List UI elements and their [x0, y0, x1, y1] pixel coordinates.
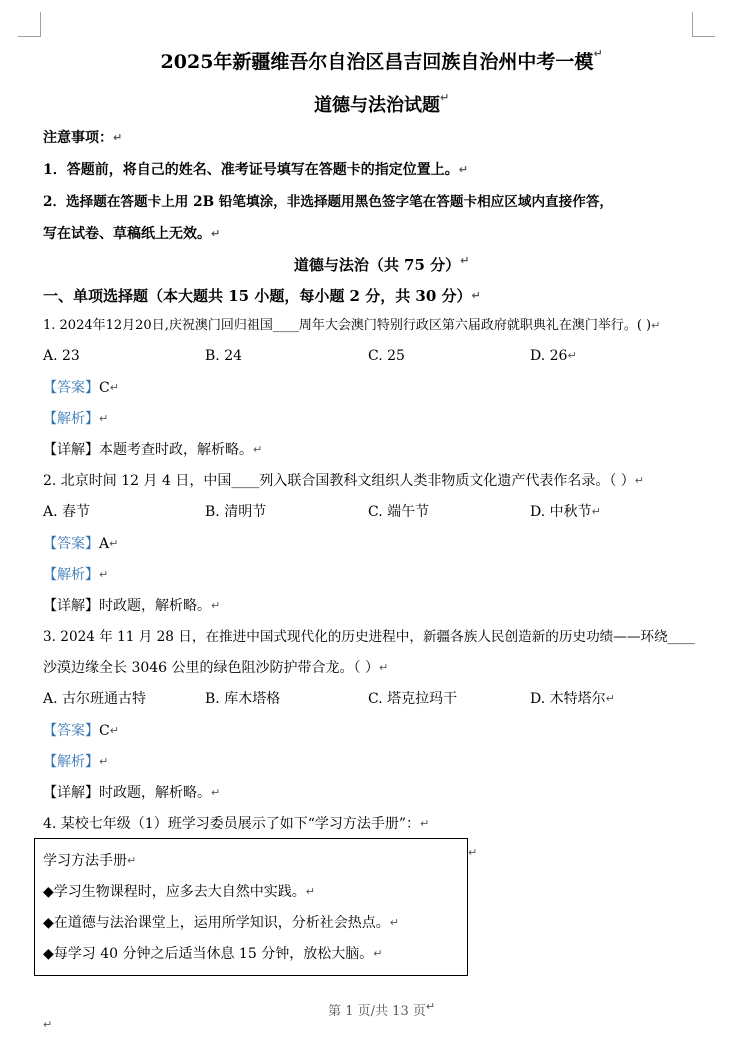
- question-1-option-a: A. 23: [43, 348, 80, 364]
- question-2-stem: 2. 北京时间 12 月 4 日，中国____列入联合国教科文组织人类非物质文化遗产代表作名录。（ ） ↵: [43, 473, 644, 489]
- question-2-detail: 【详解】时政题，解析略。 ↵: [43, 598, 221, 614]
- question-3-stem-line-2: 沙漠边缘全长 3046 公里的绿色阻沙防护带合龙。（ ） ↵: [43, 660, 389, 676]
- question-1-option-d: D. 26 ↵: [530, 348, 577, 364]
- crop-mark-top-right: [692, 12, 715, 37]
- question-3-detail: 【详解】时政题，解析略。 ↵: [43, 785, 221, 801]
- part-heading: 一、单项选择题（本大题共 15 小题，每小题 2 分，共 30 分） ↵: [43, 287, 481, 305]
- question-2-option-a: A. 春节: [43, 504, 91, 520]
- question-2-option-d: D. 中秋节 ↵: [530, 504, 601, 520]
- exam-subtitle: 道德与法治试题 ↵: [314, 91, 450, 116]
- question-3-stem-line-1: 3. 2024 年 11 月 28 日，在推进中国式现代化的历史进程中，新疆各族人民创造新的历史功绩——环绕____: [43, 629, 695, 645]
- notice-item-1: 1．答题前，将自己的姓名、准考证号填写在答题卡的指定位置上。 ↵: [43, 162, 468, 178]
- question-1-option-c: C. 25: [368, 348, 405, 364]
- crop-mark-top-left: [18, 12, 41, 37]
- handbook-item-1: ◆学习生物课程时，应多去大自然中实践。 ↵: [43, 884, 315, 900]
- handbook-item-3: ◆每学习 40 分钟之后适当休息 15 分钟，放松大脑。 ↵: [43, 946, 383, 962]
- question-1-detail: 【详解】本题考查时政，解析略。 ↵: [43, 442, 263, 458]
- question-1-option-b: B. 24: [205, 348, 243, 364]
- question-2-option-b: B. 清明节: [205, 504, 267, 520]
- notice-item-2-line-2: 写在试卷、草稿纸上无效。 ↵: [43, 226, 221, 242]
- notice-heading: 注意事项： ↵: [43, 130, 123, 146]
- question-3-analysis: 【解析】 ↵: [43, 754, 109, 770]
- question-2-option-c: C. 端午节: [368, 504, 430, 520]
- trailing-paragraph-mark: ↵: [43, 1018, 53, 1031]
- question-1-answer: 【答案】C ↵: [43, 380, 119, 396]
- page-footer: 第 1 页/共 13 页 ↵: [328, 1000, 436, 1019]
- question-3-option-a: A. 古尔班通古特: [43, 691, 147, 707]
- study-handbook-box: [34, 838, 468, 976]
- question-2-answer: 【答案】A ↵: [43, 536, 119, 552]
- question-3-option-b: B. 库木塔格: [205, 691, 281, 707]
- question-3-option-d: D. 木特塔尔 ↵: [530, 691, 615, 707]
- question-2-analysis: 【解析】 ↵: [43, 567, 109, 583]
- section-title: 道德与法治（共 75 分） ↵: [293, 254, 470, 274]
- question-1-stem: 1. 2024年12月20日,庆祝澳门回归祖国____周年大会澳门特别行政区第六届政府就职典礼在澳门举行。( ) ↵: [43, 318, 661, 333]
- box-paragraph-mark: ↵: [468, 846, 478, 859]
- notice-item-2-line-1: 2．选择题在答题卡上用 2B 铅笔填涂，非选择题用黑色签字笔在答题卡相应区域内直接作答，: [43, 194, 614, 210]
- question-1-analysis: 【解析】 ↵: [43, 411, 109, 427]
- question-4-stem: 4. 某校七年级（1）班学习委员展示了如下“学习方法手册”： ↵: [43, 816, 430, 832]
- handbook-item-2: ◆在道德与法治课堂上，运用所学知识，分析社会热点。 ↵: [43, 915, 399, 931]
- handbook-title: 学习方法手册 ↵: [43, 853, 137, 869]
- question-3-option-c: C. 塔克拉玛干: [368, 691, 458, 707]
- question-3-answer: 【答案】C ↵: [43, 723, 119, 739]
- exam-title: 2025年新疆维吾尔自治区昌吉回族自治州中考一模 ↵: [160, 47, 603, 73]
